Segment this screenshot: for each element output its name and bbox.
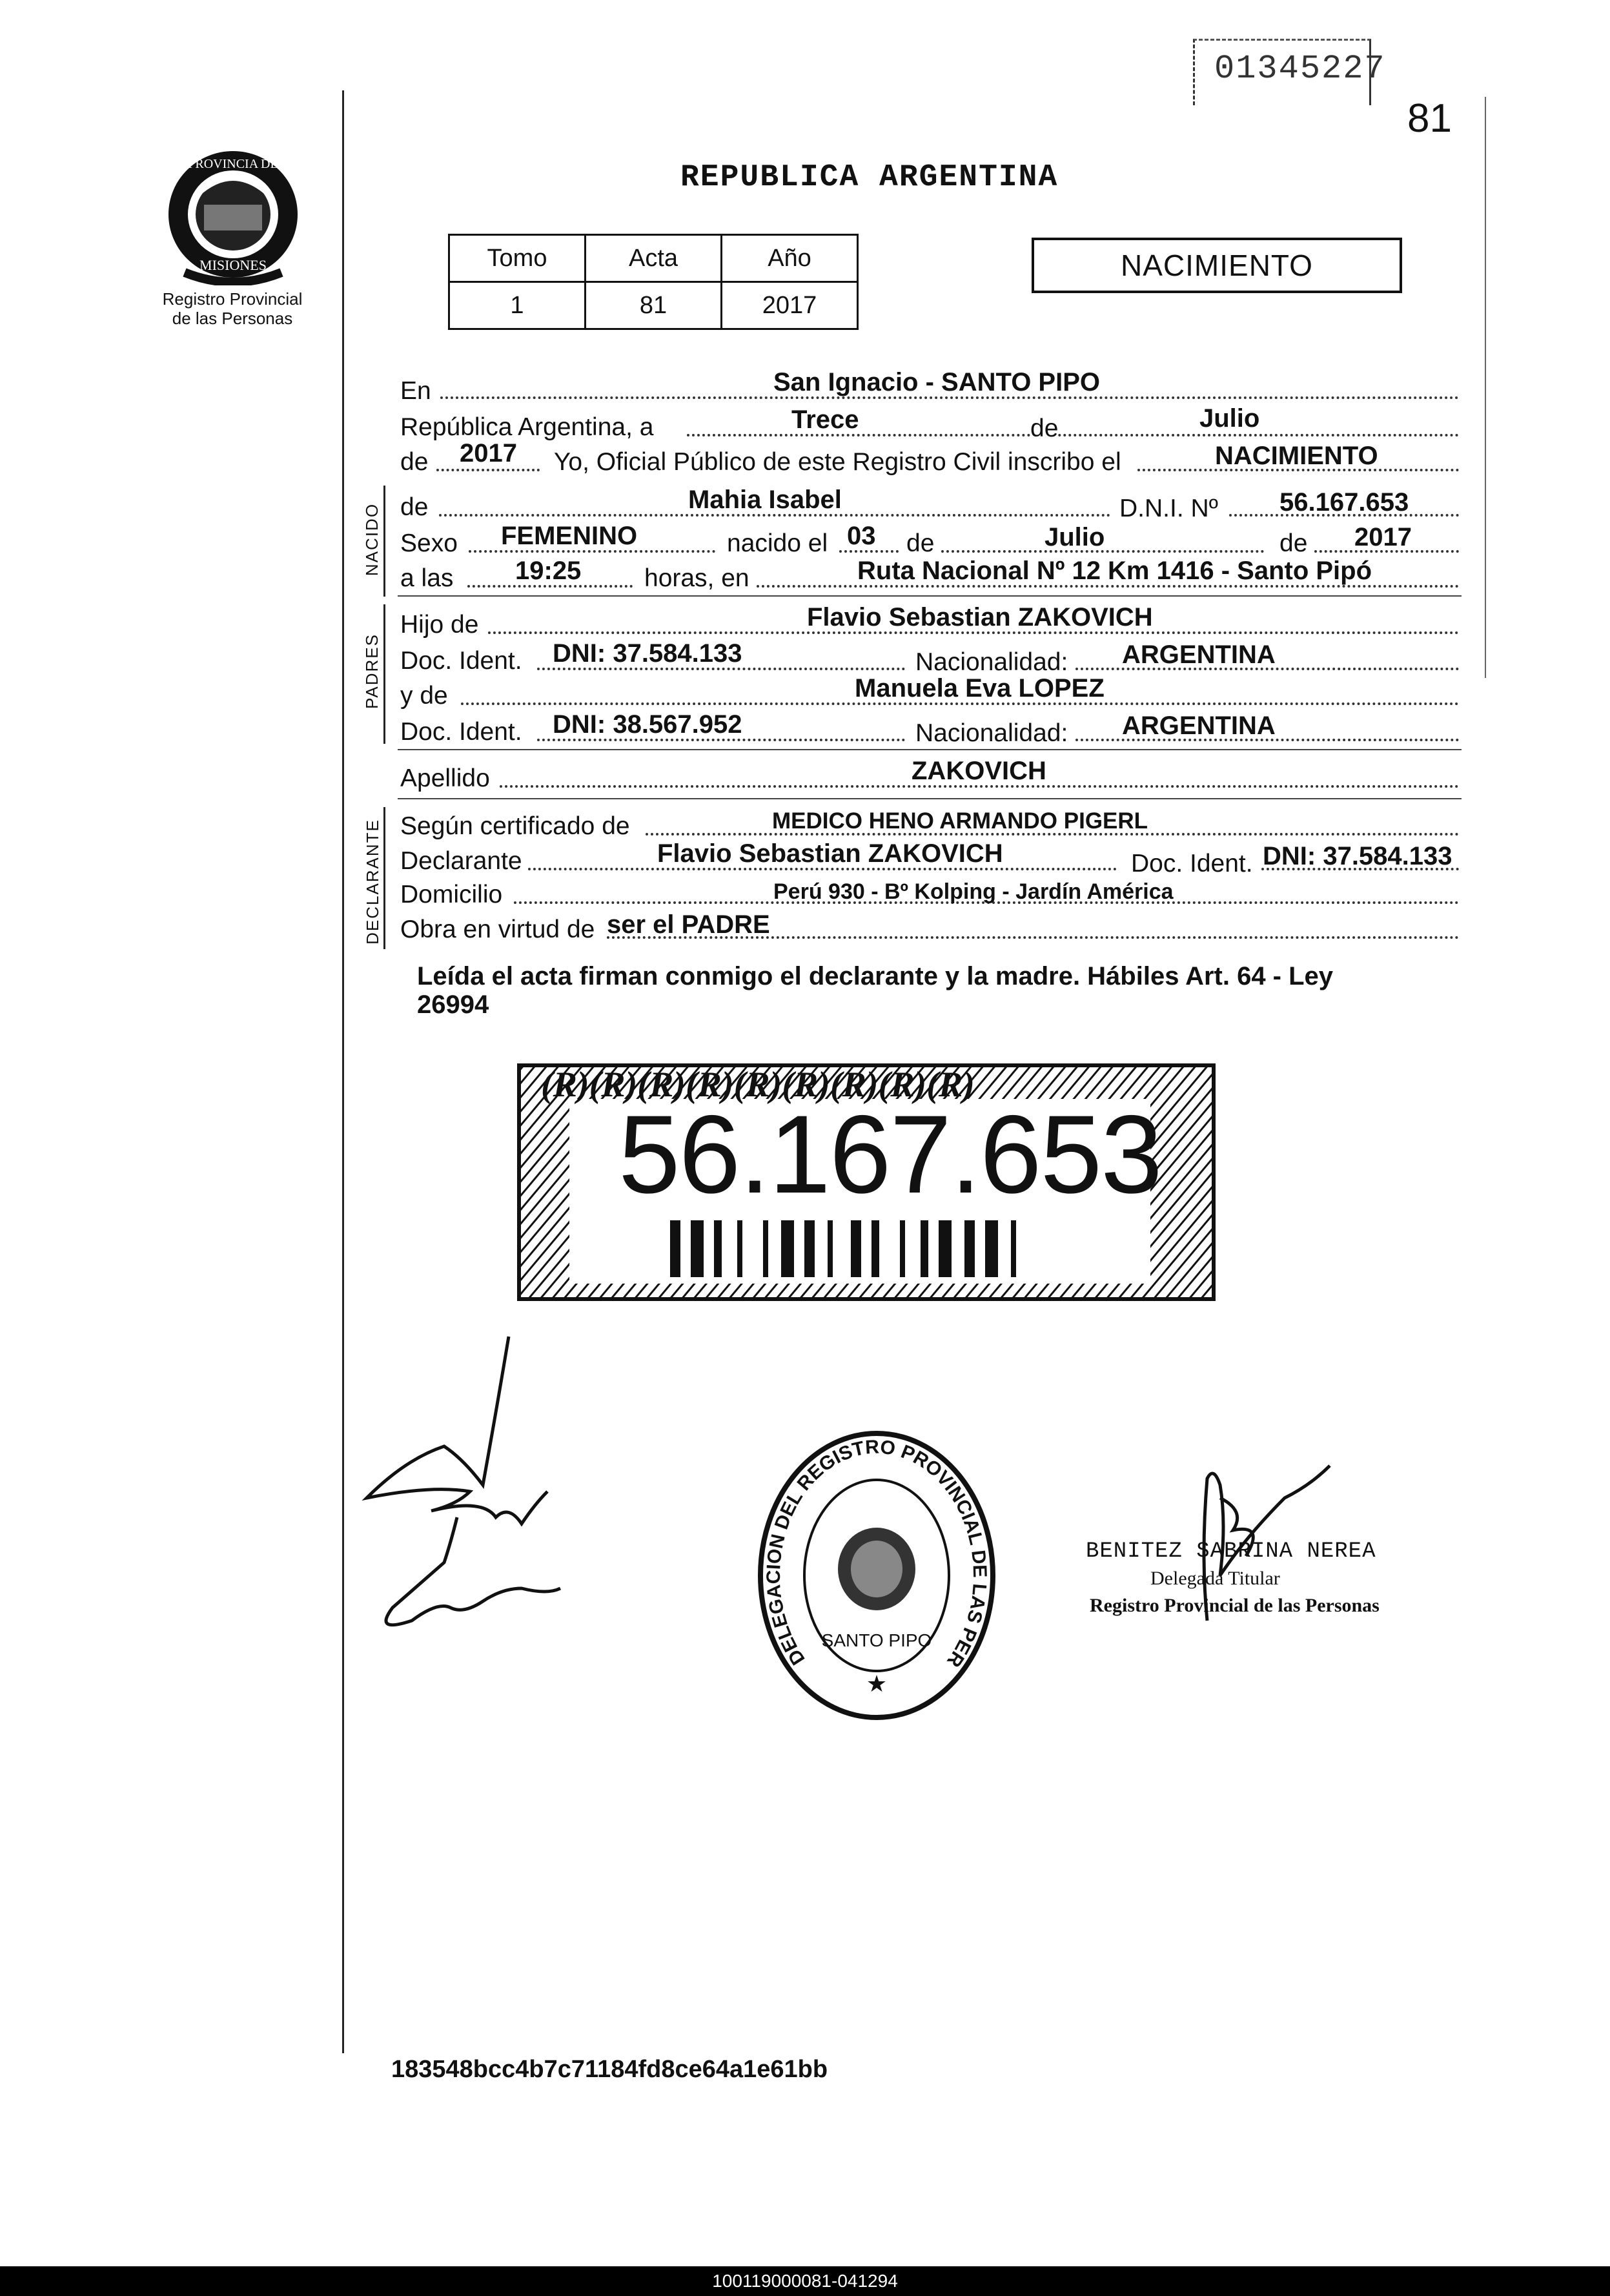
declarante-section-label: DECLARANTE — [362, 819, 382, 945]
official-name: BENITEZ SABRINA NEREA — [1086, 1539, 1376, 1564]
registry-name-line2: de las Personas — [172, 309, 293, 328]
seal-inner-text: SANTO PIPO — [821, 1630, 932, 1650]
barcode-bar — [670, 1220, 680, 1277]
father-value: Flavio Sebastian ZAKOVICH — [807, 603, 1153, 631]
barcode-bar — [763, 1220, 768, 1277]
separator — [398, 798, 1462, 799]
father-doc-label: Doc. Ident. — [400, 647, 522, 675]
de-label-3: de — [906, 529, 935, 557]
apellido-label: Apellido — [400, 764, 490, 792]
padres-section-label: PADRES — [362, 633, 382, 709]
barcode-bar — [900, 1220, 905, 1277]
month-value: Julio — [1199, 404, 1260, 433]
barcode-bar — [714, 1220, 722, 1277]
separator — [398, 749, 1462, 750]
yde-label: y de — [400, 682, 448, 710]
registry-name-line1: Registro Provincial — [162, 289, 303, 309]
address-value: Perú 930 - Bº Kolping - Jardín América — [773, 879, 1174, 904]
province-logo — [159, 143, 307, 285]
barcode-bar — [964, 1220, 975, 1277]
name-value: Mahia Isabel — [688, 486, 842, 514]
horas-label: horas, en — [644, 564, 749, 592]
name-de-label: de — [400, 493, 429, 521]
official-org: Registro Provincial de las Personas — [1090, 1595, 1380, 1616]
sexo-label: Sexo — [400, 529, 458, 557]
acta-value: 81 — [586, 282, 722, 329]
declarant-doc-label: Doc. Ident. — [1131, 850, 1253, 877]
father-nat-value: ARGENTINA — [1122, 641, 1276, 669]
footer-bar — [0, 2266, 1610, 2296]
oficial-text: Yo, Oficial Público de este Registro Civil inscribo el — [554, 448, 1121, 476]
certificate-value: MEDICO HENO ARMANDO PIGERL — [772, 808, 1148, 834]
barcode-bar — [691, 1220, 704, 1277]
barcode-bar — [921, 1220, 928, 1277]
year-value: 2017 — [460, 439, 517, 467]
act-type-box — [1032, 238, 1402, 293]
de-label-4: de — [1279, 529, 1308, 557]
official-seal — [754, 1427, 999, 1727]
anio-header: Año — [722, 235, 858, 282]
nacido-bracket — [383, 486, 385, 597]
declarante-label: Declarante — [400, 847, 522, 875]
acta-header: Acta — [586, 235, 722, 282]
declarant-signature-icon — [354, 1330, 586, 1640]
barcode-bar — [851, 1220, 861, 1277]
birth-day-value: 03 — [847, 522, 876, 550]
separator — [398, 595, 1462, 597]
dots — [436, 469, 540, 471]
tomo-value: 1 — [449, 282, 586, 329]
barcode-bar — [828, 1220, 833, 1277]
a-las-label: a las — [400, 564, 454, 592]
act-word-value: NACIMIENTO — [1215, 442, 1378, 470]
mother-nat-value: ARGENTINA — [1122, 712, 1276, 740]
form-left-border — [342, 90, 344, 2053]
tomo-header: Tomo — [449, 235, 586, 282]
declarant-signature — [354, 1330, 586, 1643]
mother-doc-value: DNI: 38.567.952 — [553, 710, 742, 739]
republica-label: República Argentina, a — [400, 413, 654, 441]
dni-label: D.N.I. Nº — [1119, 495, 1218, 522]
birth-month-value: Julio — [1044, 523, 1105, 551]
dni-value: 56.167.653 — [1279, 488, 1409, 517]
barcode-bar — [985, 1220, 998, 1277]
nacido-label: nacido el — [727, 529, 828, 557]
de-label-1: de — [1030, 415, 1059, 442]
svg-text:★: ★ — [866, 1670, 888, 1697]
serial-box — [1193, 39, 1386, 105]
closing-text-line2: 26994 — [417, 990, 489, 1019]
document-hash: 183548bcc4b7c71184fd8ce64a1e61bb — [391, 2056, 828, 2083]
anio-value: 2017 — [722, 282, 858, 329]
serial-number: 01345227 — [1214, 50, 1386, 88]
hijo-label: Hijo de — [400, 611, 479, 639]
barcode-bar — [804, 1220, 815, 1277]
barcode-bar — [871, 1220, 879, 1277]
mother-doc-label: Doc. Ident. — [400, 718, 522, 746]
birth-place-value: Ruta Nacional Nº 12 Km 1416 - Santo Pipó — [857, 557, 1372, 585]
act-type: NACIMIENTO — [1121, 249, 1313, 282]
barcode-bar — [1011, 1220, 1016, 1277]
country-title: REPUBLICA ARGENTINA — [680, 160, 1059, 195]
sexo-value: FEMENINO — [501, 522, 638, 550]
padres-bracket — [383, 604, 385, 744]
form-right-border — [1485, 97, 1486, 678]
svg-text:(R)(R)(R)(R)(R)(R)(R)(R)(R): (R)(R)(R)(R)(R)(R)(R)(R)(R) — [541, 1065, 975, 1105]
seal-outer-text: DELEGACION DEL REGISTRO PROVINCIAL DE LAS PER — [762, 1436, 991, 1671]
barcode-bar — [781, 1220, 794, 1277]
father-doc-value: DNI: 37.584.133 — [553, 639, 742, 668]
obra-value: ser el PADRE — [607, 910, 770, 939]
nacido-section-label: NACIDO — [362, 502, 382, 577]
declarant-value: Flavio Sebastian ZAKOVICH — [657, 839, 1003, 868]
father-nat-label: Nacionalidad: — [915, 648, 1068, 676]
page-number: 81 — [1407, 96, 1452, 141]
mother-value: Manuela Eva LOPEZ — [855, 674, 1105, 702]
barcode-bar — [939, 1220, 952, 1277]
de-label-2: de — [400, 448, 429, 476]
stamp-number: 56.167.653 — [618, 1092, 1161, 1216]
svg-text:PROVINCIA DE: PROVINCIA DE — [188, 157, 278, 171]
mother-nat-label: Nacionalidad: — [915, 719, 1068, 747]
surname-value: ZAKOVICH — [912, 757, 1046, 785]
volume-table-values — [449, 282, 858, 329]
barcode-bar — [737, 1220, 742, 1277]
closing-text-line1: Leída el acta firman conmigo el declarante y la madre. Hábiles Art. 64 - Ley — [417, 962, 1334, 990]
hour-value: 19:25 — [515, 557, 582, 585]
declarant-doc-value: DNI: 37.584.133 — [1263, 842, 1452, 870]
en-label: En — [400, 377, 431, 405]
volume-table-header — [449, 235, 858, 282]
declarante-bracket — [383, 807, 385, 949]
volume-table — [448, 234, 859, 330]
document-code: 100119000081-041294 — [712, 2271, 898, 2291]
domicilio-label: Domicilio — [400, 881, 503, 908]
place-value: San Ignacio - SANTO PIPO — [773, 368, 1101, 396]
svg-text:MISIONES: MISIONES — [199, 257, 267, 273]
obra-label: Obra en virtud de — [400, 916, 595, 943]
birth-year-value: 2017 — [1354, 523, 1412, 551]
official-seal-icon — [754, 1427, 999, 1724]
day-words-value: Trece — [791, 405, 859, 434]
official-role: Delegada Titular — [1150, 1568, 1280, 1589]
certificado-label: Según certificado de — [400, 812, 630, 840]
dni-stamp — [515, 1046, 1218, 1303]
province-coat-of-arms-icon — [159, 143, 307, 285]
